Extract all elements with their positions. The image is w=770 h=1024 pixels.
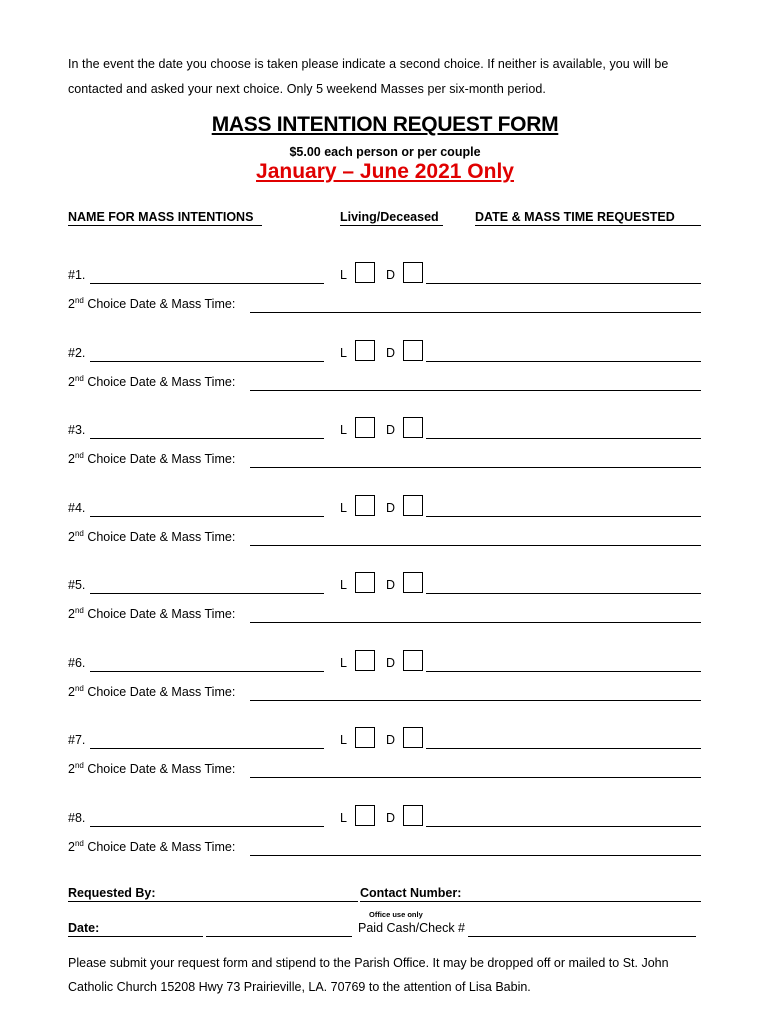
second-choice-prefix: 2: [68, 452, 75, 466]
second-choice-prefix: 2: [68, 685, 75, 699]
living-label: L: [340, 501, 347, 515]
second-choice-suffix: Choice Date & Mass Time:: [83, 452, 236, 466]
living-checkbox[interactable]: [355, 650, 375, 671]
deceased-checkbox[interactable]: [403, 495, 423, 516]
living-checkbox[interactable]: [355, 262, 375, 283]
second-choice-prefix: 2: [68, 530, 75, 544]
second-choice-label: [68, 685, 235, 699]
second-choice-sup: nd: [74, 451, 84, 460]
entry-number: #4.: [68, 501, 86, 515]
deceased-checkbox[interactable]: [403, 340, 423, 361]
deceased-label: D: [386, 423, 396, 437]
deceased-checkbox[interactable]: [403, 727, 423, 748]
second-choice-label: [68, 840, 235, 854]
living-checkbox[interactable]: [355, 417, 375, 438]
form-title: MASS INTENTION REQUEST FORM: [211, 113, 559, 136]
entry-number: #1.: [68, 268, 86, 282]
second-choice-label: [68, 375, 235, 389]
requested-date-field[interactable]: [426, 593, 701, 594]
second-choice-sup: nd: [74, 839, 84, 848]
deceased-checkbox[interactable]: [403, 417, 423, 438]
living-label: L: [340, 811, 347, 825]
second-choice-sup: nd: [74, 606, 84, 615]
living-checkbox[interactable]: [355, 727, 375, 748]
entry-number: #7.: [68, 733, 86, 747]
header-date-time: DATE & MASS TIME REQUESTED: [475, 210, 675, 224]
second-choice-field[interactable]: [250, 467, 701, 468]
second-choice-sup: nd: [74, 529, 84, 538]
second-choice-suffix: Choice Date & Mass Time:: [83, 762, 236, 776]
requested-date-field[interactable]: [426, 826, 701, 827]
second-choice-prefix: 2: [68, 840, 75, 854]
entry-name-field[interactable]: [90, 283, 324, 284]
living-checkbox[interactable]: [355, 572, 375, 593]
requested-date-field[interactable]: [426, 283, 701, 284]
second-choice-label: [68, 452, 235, 466]
deceased-label: D: [386, 656, 396, 670]
living-label: L: [340, 733, 347, 747]
requested-date-field[interactable]: [426, 748, 701, 749]
period-heading: January – June 2021 Only: [256, 160, 514, 183]
second-choice-field[interactable]: [250, 855, 701, 856]
requested-date-field[interactable]: [426, 671, 701, 672]
header-living-deceased: Living/Deceased: [340, 210, 439, 224]
living-label: L: [340, 578, 347, 592]
second-choice-label: [68, 530, 235, 544]
date-label: Date:: [68, 921, 100, 935]
entry-number: #8.: [68, 811, 86, 825]
second-choice-suffix: Choice Date & Mass Time:: [83, 607, 236, 621]
paid-check-label: Paid Cash/Check #: [358, 921, 466, 935]
requested-by-field[interactable]: [68, 901, 358, 902]
entry-name-field[interactable]: [90, 361, 324, 362]
entry-number: #2.: [68, 346, 86, 360]
requested-date-field[interactable]: [426, 516, 701, 517]
living-checkbox[interactable]: [355, 340, 375, 361]
contact-number-label: Contact Number:: [360, 886, 462, 900]
footer-instructions: Please submit your request form and stipend to the Parish Office. It may be dropped off or mailed to St. John Catholic Church 15208 Hwy 73 Prairieville, LA. 70769 to the attention of Lisa Babin.: [68, 956, 669, 994]
deceased-checkbox[interactable]: [403, 805, 423, 826]
deceased-label: D: [386, 501, 396, 515]
second-choice-sup: nd: [74, 296, 84, 305]
office-blank-field[interactable]: [206, 936, 352, 937]
second-choice-field[interactable]: [250, 622, 701, 623]
deceased-checkbox[interactable]: [403, 650, 423, 671]
deceased-label: D: [386, 268, 396, 282]
office-use-note: Office use only: [369, 910, 423, 919]
second-choice-field[interactable]: [250, 312, 701, 313]
second-choice-prefix: 2: [68, 297, 75, 311]
second-choice-sup: nd: [74, 684, 84, 693]
entry-name-field[interactable]: [90, 671, 324, 672]
second-choice-field[interactable]: [250, 390, 701, 391]
requested-date-field[interactable]: [426, 438, 701, 439]
entry-name-field[interactable]: [90, 826, 324, 827]
second-choice-suffix: Choice Date & Mass Time:: [83, 297, 236, 311]
second-choice-sup: nd: [74, 374, 84, 383]
entry-name-field[interactable]: [90, 748, 324, 749]
second-choice-suffix: Choice Date & Mass Time:: [83, 685, 236, 699]
second-choice-label: [68, 762, 235, 776]
living-checkbox[interactable]: [355, 495, 375, 516]
second-choice-sup: nd: [74, 761, 84, 770]
entry-name-field[interactable]: [90, 593, 324, 594]
living-checkbox[interactable]: [355, 805, 375, 826]
second-choice-suffix: Choice Date & Mass Time:: [83, 375, 236, 389]
second-choice-field[interactable]: [250, 700, 701, 701]
header-name: NAME FOR MASS INTENTIONS: [68, 210, 254, 224]
deceased-checkbox[interactable]: [403, 262, 423, 283]
date-field[interactable]: [68, 936, 203, 937]
second-choice-field[interactable]: [250, 777, 701, 778]
entry-number: #3.: [68, 423, 86, 437]
second-choice-field[interactable]: [250, 545, 701, 546]
deceased-label: D: [386, 578, 396, 592]
second-choice-label: [68, 297, 235, 311]
header-underline-date: [475, 225, 701, 226]
living-label: L: [340, 346, 347, 360]
living-label: L: [340, 423, 347, 437]
entry-number: #6.: [68, 656, 86, 670]
living-label: L: [340, 656, 347, 670]
deceased-label: D: [386, 811, 396, 825]
second-choice-prefix: 2: [68, 607, 75, 621]
requested-date-field[interactable]: [426, 361, 701, 362]
deceased-label: D: [386, 733, 396, 747]
second-choice-prefix: 2: [68, 375, 75, 389]
entry-number: #5.: [68, 578, 86, 592]
intro-text: In the event the date you choose is taken please indicate a second choice. If neither is available, you will be contacted and asked your next choice. Only 5 weekend Masses per six-month period.: [68, 57, 669, 96]
living-label: L: [340, 268, 347, 282]
deceased-label: D: [386, 346, 396, 360]
requested-by-label: Requested By:: [68, 886, 156, 900]
contact-number-field[interactable]: [360, 901, 701, 902]
entry-name-field[interactable]: [90, 438, 324, 439]
header-underline-status: [340, 225, 443, 226]
paid-check-field[interactable]: [468, 936, 696, 937]
second-choice-prefix: 2: [68, 762, 75, 776]
deceased-checkbox[interactable]: [403, 572, 423, 593]
second-choice-label: [68, 607, 235, 621]
second-choice-suffix: Choice Date & Mass Time:: [83, 530, 236, 544]
second-choice-suffix: Choice Date & Mass Time:: [83, 840, 236, 854]
entry-name-field[interactable]: [90, 516, 324, 517]
header-underline-name: [68, 225, 262, 226]
price-subtitle: $5.00 each person or per couple: [289, 145, 481, 159]
